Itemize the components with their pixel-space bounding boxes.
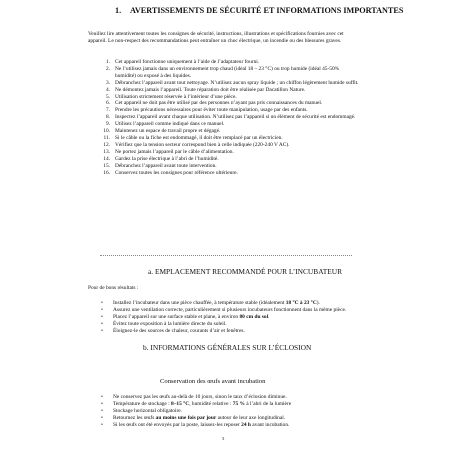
placement-item bbox=[99, 307, 361, 314]
safety-rule-item bbox=[98, 156, 360, 163]
rule-number: 16. bbox=[103, 169, 110, 176]
section-b-heading: b. INFORMATIONS GÉNÉRALES SUR L’ÉCLOSION bbox=[143, 343, 312, 352]
emphasis-text: 75 % bbox=[232, 400, 245, 407]
item-text: Si les œufs ont été envoyés par la poste, laissez-les reposer bbox=[113, 421, 242, 428]
rule-text: Si le câble ou la fiche est endommagé, il doit être remplacé par un électricien. bbox=[115, 134, 283, 141]
rule-number: 5. bbox=[105, 93, 110, 100]
placement-item bbox=[99, 314, 361, 321]
safety-rules-list bbox=[98, 59, 360, 176]
item-text: Installez l’incubateur dans une pièce chauffée, à température stable (idéalement bbox=[113, 300, 286, 306]
safety-rule-item bbox=[98, 94, 360, 101]
conservation-item bbox=[99, 422, 361, 429]
safety-rule-item bbox=[98, 170, 360, 177]
results-lead: Pour de bons résultats : bbox=[88, 285, 139, 291]
safety-rule-item bbox=[98, 114, 360, 121]
bullet-icon: • bbox=[101, 394, 103, 400]
emphasis-text: au moins une fois par jour bbox=[155, 414, 217, 421]
page-number: 3 bbox=[222, 436, 225, 441]
rule-text: Vérifiez que la tension secteur correspond bien à celle indiquée (220-240 V AC). bbox=[115, 141, 290, 148]
bullet-icon: • bbox=[101, 327, 103, 334]
safety-rule-item bbox=[98, 80, 360, 87]
rule-number: 7. bbox=[105, 107, 110, 114]
rule-text: Ne l’utilisez jamais dans un environnement trop chaud (idéal 18 – 23 °C) ou trop humide (idéal 45-50% humidité) ou exposé à des liquides. bbox=[115, 65, 340, 79]
safety-rule-item bbox=[98, 128, 360, 135]
item-text: à l’abri de la lumière bbox=[244, 400, 292, 407]
rule-number: 1. bbox=[105, 59, 110, 65]
safety-rule-item bbox=[98, 135, 360, 142]
emphasis-text: 24 h bbox=[241, 421, 251, 428]
placement-item bbox=[99, 321, 361, 328]
emphasis-text: 80 cm du sol bbox=[239, 313, 269, 320]
bullet-icon: • bbox=[101, 414, 103, 421]
safety-rule-item bbox=[98, 121, 360, 128]
rule-number: 14. bbox=[103, 155, 110, 162]
bullet-icon: • bbox=[101, 320, 103, 327]
section-1-heading bbox=[115, 6, 415, 16]
conservation-item bbox=[99, 401, 361, 408]
item-text: . bbox=[268, 313, 270, 320]
rule-number: 13. bbox=[103, 148, 110, 155]
rule-text: Débranchez l’appareil avant tout nettoyage. N’utilisez aucun spray liquide ; un chiffon légèrement humide suffit. bbox=[115, 79, 359, 86]
item-text: Assurez une ventilation correcte, particulièrement si plusieurs incubateurs fonctionnent dans la même pièce. bbox=[113, 306, 347, 313]
rule-text: Utilisez l’appareil comme indiqué dans ce manuel. bbox=[115, 121, 225, 128]
safety-rule-item bbox=[98, 59, 360, 66]
item-text: Ne conservez pas les œufs au-delà de 10 jours, sinon le taux d’éclosion diminue. bbox=[113, 394, 287, 400]
rule-number: 15. bbox=[103, 162, 110, 169]
emphasis-text: 18 °C à 23 °C bbox=[285, 300, 317, 306]
item-text: ). bbox=[316, 300, 320, 306]
rule-text: Conservez toutes les consignes pour référence ultérieure. bbox=[115, 169, 238, 176]
section-title: AVERTISSEMENTS DE SÉCURITÉ ET INFORMATIONS IMPORTANTES bbox=[130, 6, 404, 15]
rule-text: Ne portez jamais l’appareil par le câble d’alimentation. bbox=[115, 148, 234, 155]
rule-text: Ne démontez jamais l’appareil. Toute réparation doit être réalisée par Dacatillon Nature. bbox=[115, 86, 306, 93]
rule-number: 11. bbox=[103, 134, 110, 141]
safety-rule-item bbox=[98, 142, 360, 149]
rule-number: 9. bbox=[105, 121, 110, 128]
item-text: Placez l’appareil sur une surface stable et plane, à environ bbox=[113, 313, 240, 320]
item-text: autour de leur axe longitudinal. bbox=[216, 414, 286, 421]
placement-item bbox=[99, 328, 361, 335]
safety-rule-item bbox=[98, 87, 360, 94]
rule-number: 8. bbox=[105, 114, 110, 121]
rule-text: Inspectez l’appareil avant chaque utilisation. N’utilisez pas l’appareil si un élément de sécurité est endommagé. bbox=[115, 114, 356, 121]
item-text: , humidité relative : bbox=[189, 400, 233, 407]
intro-paragraph: Veuillez lire attentivement toutes les consignes de sécurité, instructions, illustrations et spécifications fournies avec cet appareil. Le non-respect des recommandations peut entraîner un choc électrique, un incendie ou des blessures graves. bbox=[88, 31, 344, 44]
rule-number: 4. bbox=[105, 86, 110, 93]
rule-text: Cet appareil fonctionne uniquement à l’aide de l’adaptateur fourni. bbox=[115, 59, 260, 65]
item-text: avant incubation. bbox=[250, 421, 290, 428]
rule-text: Utilisation strictement réservée à l’intérieur d’une pièce. bbox=[115, 93, 237, 100]
safety-rule-item bbox=[98, 66, 360, 80]
item-text: Évitez toute exposition à la lumière directe du soleil. bbox=[113, 320, 227, 327]
item-text: Retournez les œufs bbox=[113, 414, 156, 421]
item-text: Température de stockage : bbox=[113, 400, 171, 407]
rule-number: 12. bbox=[103, 141, 110, 148]
rule-text: Gardez la prise électrique à l’abri de l’humidité. bbox=[115, 155, 219, 162]
item-text: Éloignez-le des sources de chaleur, courants d’air et fenêtres. bbox=[113, 327, 245, 334]
rule-text: Maintenez un espace de travail propre et dégagé. bbox=[115, 128, 221, 135]
section-number: 1. bbox=[115, 6, 122, 15]
rule-number: 10. bbox=[103, 128, 110, 135]
safety-rule-item bbox=[98, 163, 360, 170]
conservation-item bbox=[99, 394, 361, 401]
rule-number: 3. bbox=[105, 79, 110, 86]
rule-text: Prendre les précautions nécessaires pour éviter toute manipulation, usage par des enfants. bbox=[115, 107, 308, 114]
bullet-icon: • bbox=[101, 313, 103, 320]
section-a-heading: a. EMPLACEMENT RECOMMANDÉ POUR L’INCUBATEUR bbox=[148, 267, 343, 276]
conservation-subheading: Conservation des œufs avant incubation bbox=[160, 378, 266, 385]
bullet-icon: • bbox=[101, 421, 103, 428]
bullet-icon: • bbox=[101, 300, 103, 306]
conservation-item bbox=[99, 408, 361, 415]
emphasis-text: 8–15 °C bbox=[171, 400, 190, 407]
rule-text: Débranchez l’appareil avant toute intervention. bbox=[115, 162, 217, 169]
rule-number: 2. bbox=[105, 65, 110, 72]
placement-list bbox=[99, 300, 361, 335]
rule-number: 6. bbox=[105, 100, 110, 107]
safety-rule-item bbox=[98, 107, 360, 114]
rule-text: Cet appareil ne doit pas être utilisé par des personnes n’ayant pas pris connaissances du manuel. bbox=[115, 100, 323, 107]
placement-item bbox=[99, 300, 361, 307]
conservation-list bbox=[99, 394, 361, 429]
bullet-icon: • bbox=[101, 407, 103, 414]
conservation-item bbox=[99, 415, 361, 422]
bullet-icon: • bbox=[101, 306, 103, 313]
bullet-icon: • bbox=[101, 400, 103, 407]
safety-rule-item bbox=[98, 149, 360, 156]
item-text: Stockage horizontal obligatoire. bbox=[113, 407, 183, 414]
section-divider bbox=[100, 255, 352, 256]
